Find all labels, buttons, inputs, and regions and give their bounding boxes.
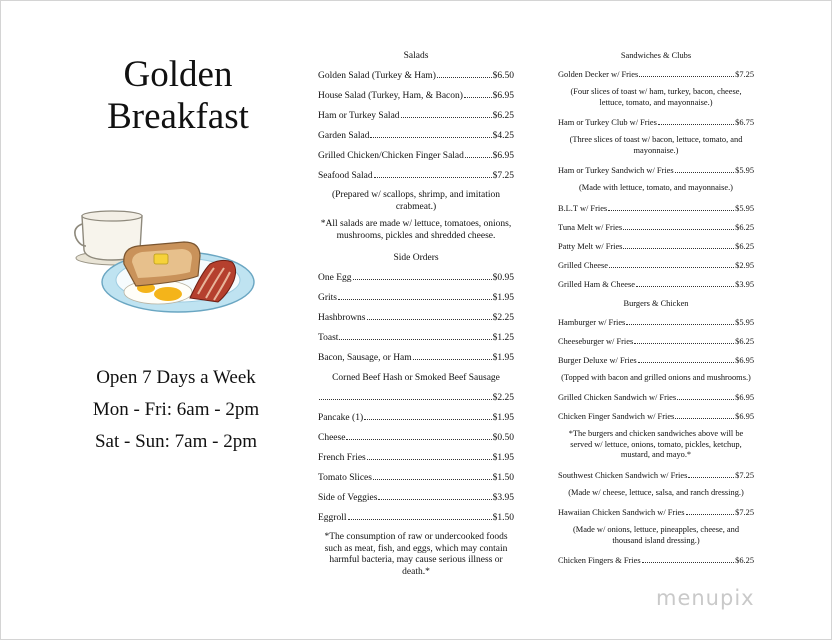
menu-note: *All salads are made w/ lettuce, tomatoes, onions, mushrooms, pickles and shredded cheese. <box>320 219 512 241</box>
menu-item: Ham or Turkey Salad $6.25 <box>318 111 514 121</box>
menu-item: Ham or Turkey Club w/ Fries $6.75 <box>558 118 754 127</box>
menu-item: French Fries $1.95 <box>318 453 514 463</box>
menu-item: Eggroll $1.50 <box>318 513 514 523</box>
menu-item: Golden Decker w/ Fries $7.25 <box>558 70 754 79</box>
health-warning: *The consumption of raw or undercooked foods such as meat, fish, and eggs, which may contain harmful bacteria, may cause serious illness or death.* <box>324 532 508 577</box>
section-heading-burgers: Burgers & Chicken <box>623 298 689 308</box>
menu-item: Chicken Finger Sandwich w/ Fries $6.95 <box>558 412 754 421</box>
menu-item: Pancake (1) $1.95 <box>318 413 514 423</box>
menu-item: Toast $1.25 <box>318 333 514 343</box>
breakfast-illustration <box>72 202 262 320</box>
hours-line: Open 7 Days a Week <box>96 367 256 388</box>
section-heading-sandwiches: Sandwiches & Clubs <box>620 51 692 60</box>
menu-item: Patty Melt w/ Fries $6.25 <box>558 241 754 251</box>
menu-item-price-line: $2.25 <box>318 388 514 408</box>
menu-item-description: (Topped with bacon and grilled onions and mushrooms.) <box>561 372 751 382</box>
menu-note: *The burgers and chicken sandwiches above will be served w/ lettuce, onions, tomato, pickles, ketchup, mustard, and mayo.* <box>568 429 744 459</box>
menu-item: Grilled Ham & Cheese $3.95 <box>558 279 754 289</box>
menu-item-description: (Four slices of toast w/ ham, turkey, bacon, cheese, lettuce, tomato, and mayonnaise.) <box>570 87 742 107</box>
menu-item: Golden Salad (Turkey & Ham) $6.50 <box>318 71 514 81</box>
menu-item: Grilled Cheese $2.95 <box>558 260 754 270</box>
menu-item-description: (Three slices of toast w/ bacon, lettuce, tomato, and mayonnaise.) <box>569 135 743 155</box>
menu-item: Bacon, Sausage, or Ham $1.95 <box>318 353 514 363</box>
menu-item: Ham or Turkey Sandwich w/ Fries $5.95 <box>558 166 754 175</box>
menu-column-middle <box>318 46 514 584</box>
menu-item: Tomato Slices $1.50 <box>318 473 514 483</box>
hours-line: Sat - Sun: 7am - 2pm <box>94 431 258 452</box>
menu-item: Grits $1.95 <box>318 293 514 303</box>
menu-item-name: Corned Beef Hash or Smoked Beef Sausage <box>332 373 500 383</box>
menu-item: Hamburger w/ Fries $5.95 <box>558 317 754 327</box>
menu-item-description: (Made with lettuce, tomato, and mayonnaise.) <box>579 183 733 192</box>
menu-item: Hawaiian Chicken Sandwich w/ Fries $7.25 <box>558 508 754 517</box>
menu-item-description: (Made w/ onions, lettuce, pineapples, cheese, and thousand island dressing.) <box>572 525 740 545</box>
menu-item-description: (Made w/ cheese, lettuce, salsa, and ranch dressing.) <box>568 487 744 497</box>
menu-item: Chicken Fingers & Fries $6.25 <box>558 556 754 565</box>
title-line-1: Golden <box>123 54 233 95</box>
menu-item: Cheeseburger w/ Fries $6.25 <box>558 336 754 346</box>
menu-item: Grilled Chicken Sandwich w/ Fries $6.95 <box>558 393 754 402</box>
section-heading-sides: Side Orders <box>393 253 439 263</box>
menu-item: Side of Veggies $3.95 <box>318 493 514 503</box>
menu-item: Southwest Chicken Sandwich w/ Fries $7.25 <box>558 470 754 480</box>
menu-item: Burger Deluxe w/ Fries $6.95 <box>558 355 754 365</box>
restaurant-title <box>88 54 268 138</box>
section-heading-salads: Salads <box>403 51 429 61</box>
menu-item: Garden Salad $4.25 <box>318 131 514 141</box>
menu-column-right <box>558 46 754 570</box>
menu-item: Grilled Chicken/Chicken Finger Salad $6.95 <box>318 151 514 161</box>
menu-item: One Egg $0.95 <box>318 273 514 283</box>
hours-block <box>76 362 276 458</box>
menu-note: (Prepared w/ scallops, shrimp, and imitation crabmeat.) <box>331 190 501 212</box>
hours-line: Mon - Fri: 6am - 2pm <box>92 399 260 420</box>
menu-item: Tuna Melt w/ Fries $6.25 <box>558 222 754 232</box>
watermark-logo: menupix <box>656 586 755 610</box>
menu-item: Cheese $0.50 <box>318 433 514 443</box>
menu-item: House Salad (Turkey, Ham, & Bacon) $6.95 <box>318 91 514 101</box>
menu-item: Hashbrowns $2.25 <box>318 313 514 323</box>
menu-item: Seafood Salad $7.25 <box>318 171 514 181</box>
title-line-2: Breakfast <box>107 96 249 137</box>
menu-item: B.L.T w/ Fries $5.95 <box>558 203 754 213</box>
